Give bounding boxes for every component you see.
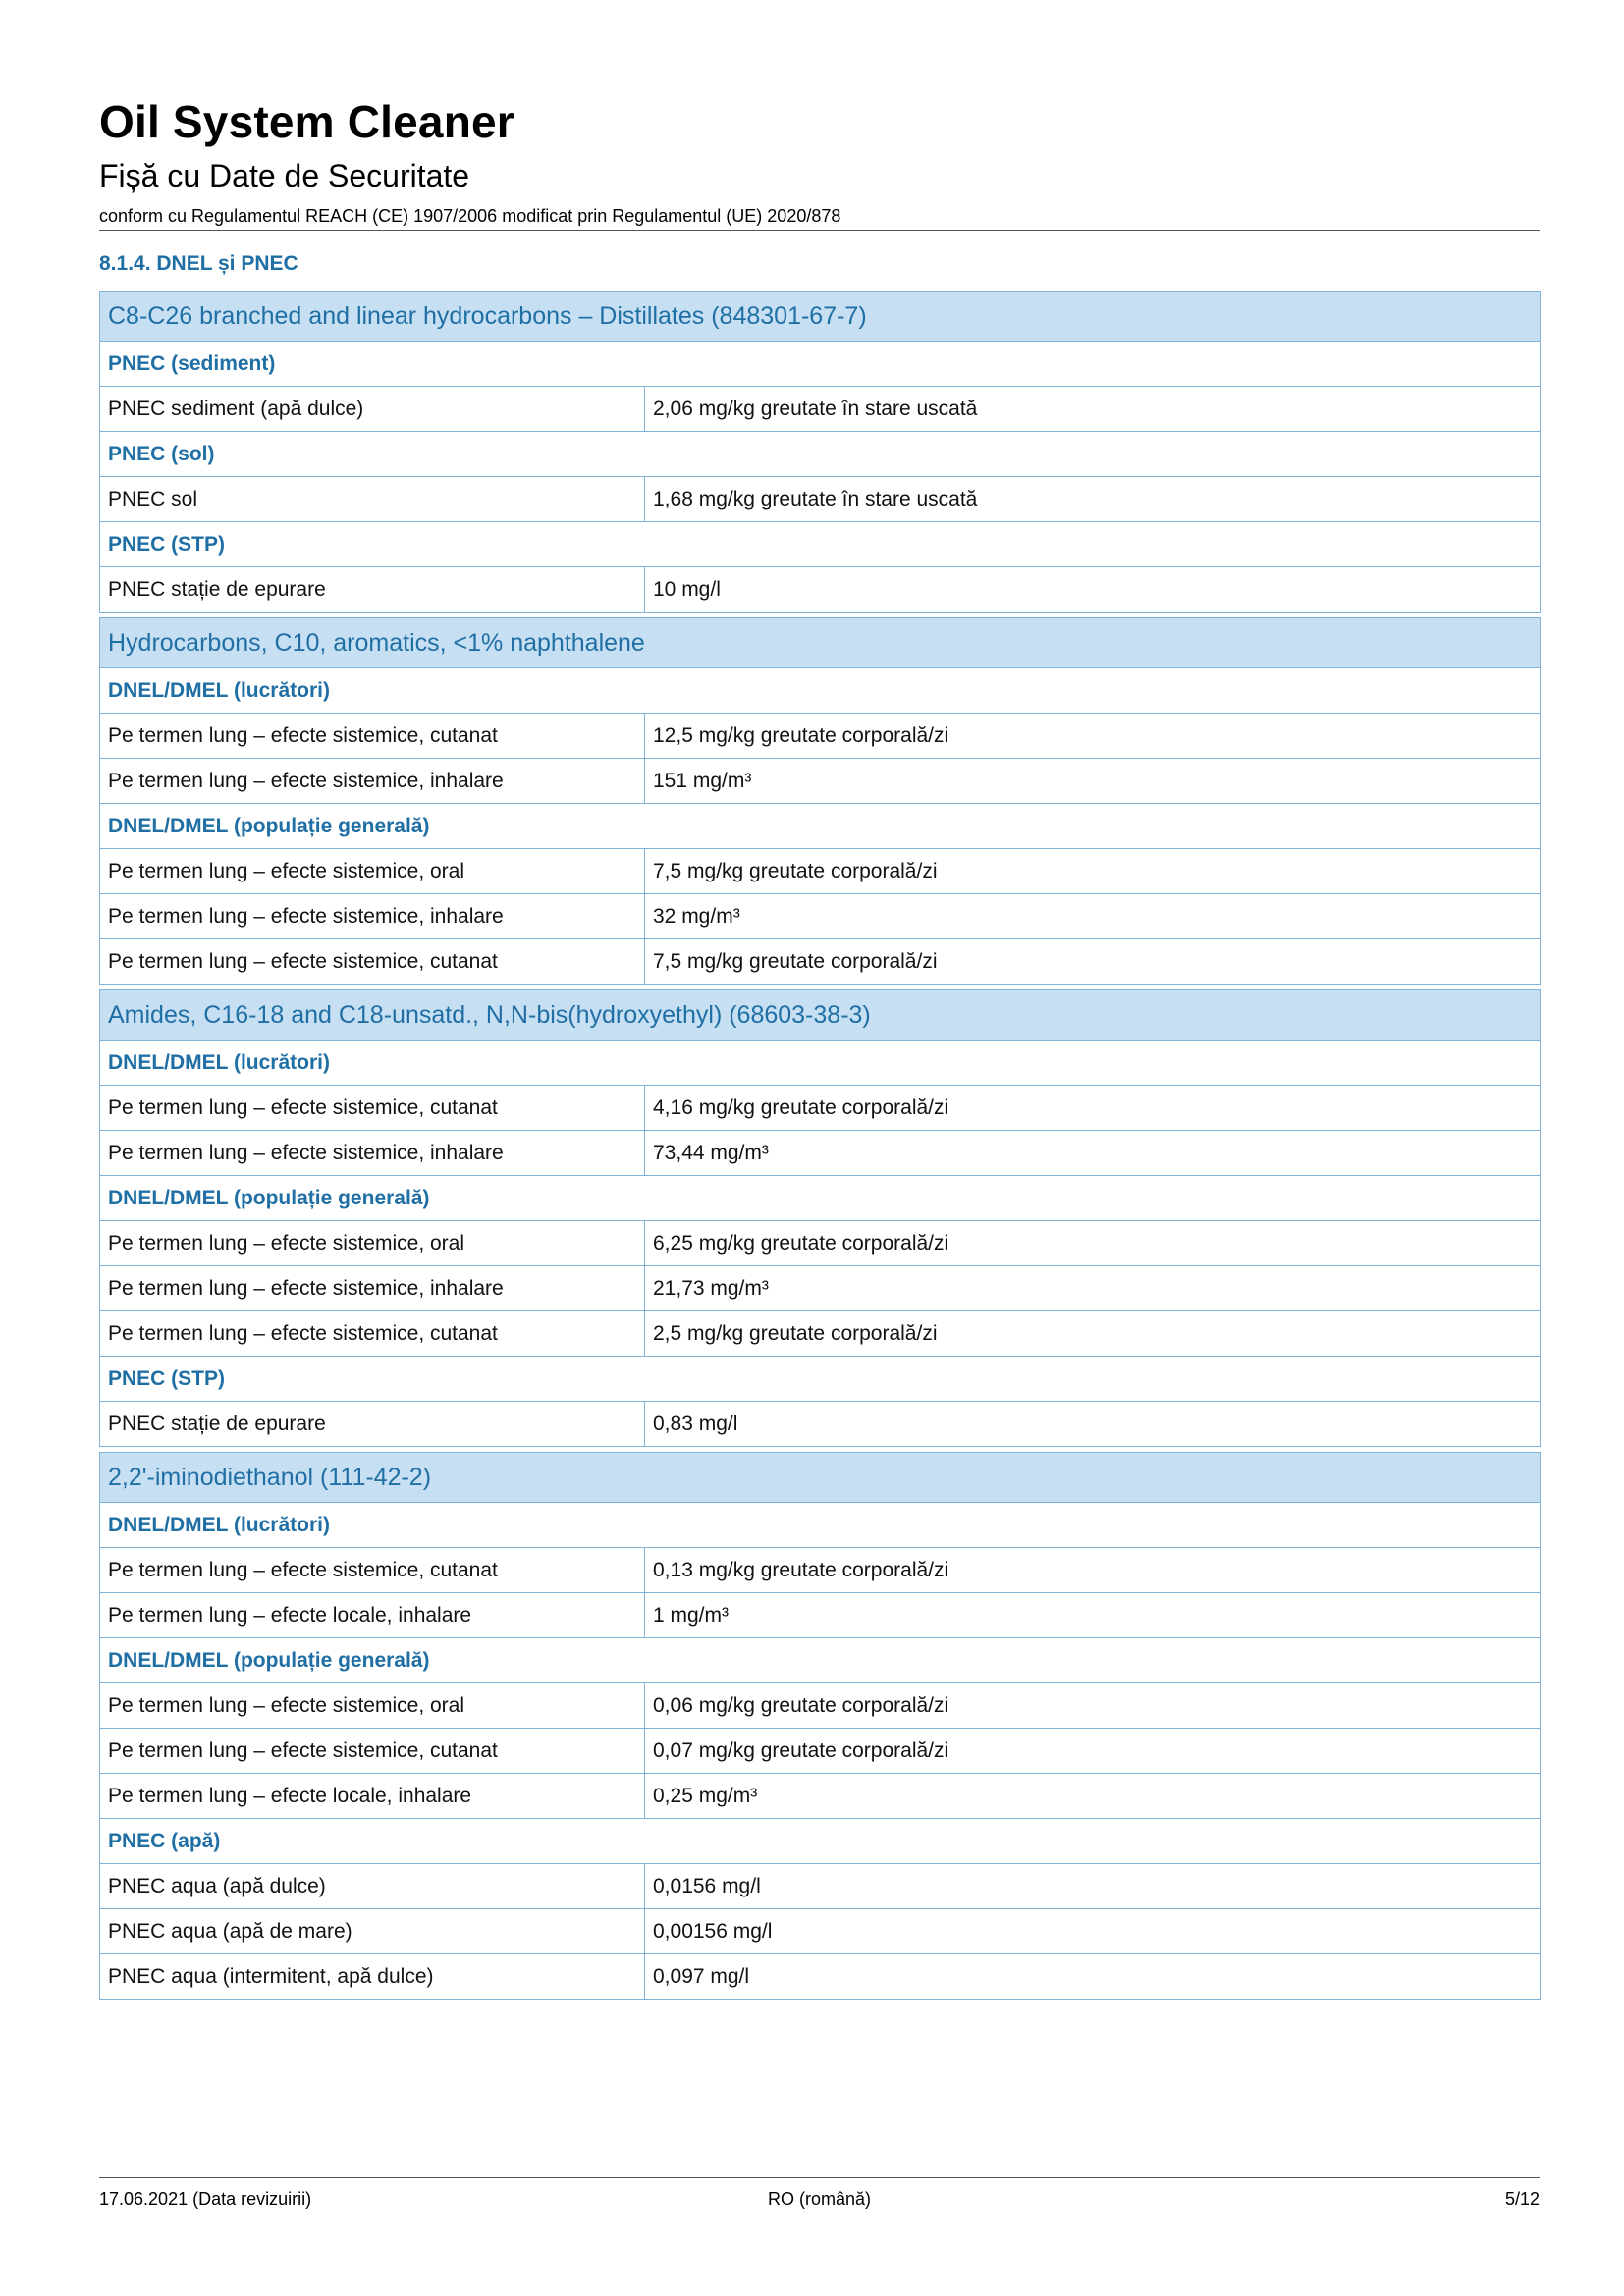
row-label: PNEC sol: [100, 477, 645, 522]
group-title: DNEL/DMEL (lucrători): [100, 1041, 1541, 1086]
substance-table: [99, 989, 1541, 1447]
row-value: 6,25 mg/kg greutate corporală/zi: [645, 1221, 1541, 1266]
row-label: PNEC aqua (apă de mare): [100, 1909, 645, 1954]
regulation-note: conform cu Regulamentul REACH (CE) 1907/2006 modificat prin Regulamentul (UE) 2020/878: [99, 206, 841, 226]
group-header-row: [100, 1503, 1541, 1548]
group-header-row: [100, 1638, 1541, 1683]
group-title: PNEC (sol): [100, 432, 1541, 477]
row-label: Pe termen lung – efecte sistemice, cutanat: [100, 1086, 645, 1131]
group-header-row: [100, 1357, 1541, 1402]
group-header-row: [100, 668, 1541, 714]
group-title: DNEL/DMEL (lucrători): [100, 668, 1541, 714]
row-label: PNEC sediment (apă dulce): [100, 387, 645, 432]
row-label: PNEC stație de epurare: [100, 567, 645, 613]
row-label: Pe termen lung – efecte sistemice, cutanat: [100, 1729, 645, 1774]
row-value: 0,0156 mg/l: [645, 1864, 1541, 1909]
row-value: 7,5 mg/kg greutate corporală/zi: [645, 849, 1541, 894]
table-row: [100, 1954, 1541, 2000]
dnel-pnec-tables: [99, 291, 1540, 2004]
group-title: DNEL/DMEL (populație generală): [100, 804, 1541, 849]
table-row: [100, 1593, 1541, 1638]
document-language: RO (română): [767, 2189, 872, 2209]
row-value: 0,06 mg/kg greutate corporală/zi: [645, 1683, 1541, 1729]
table-row: [100, 1864, 1541, 1909]
table-row: [100, 1909, 1541, 1954]
row-label: Pe termen lung – efecte locale, inhalare: [100, 1774, 645, 1819]
row-value: 7,5 mg/kg greutate corporală/zi: [645, 939, 1541, 985]
group-header-row: [100, 522, 1541, 567]
table-row: [100, 939, 1541, 985]
substance-name: 2,2'-iminodiethanol (111-42-2): [100, 1453, 1541, 1503]
table-row: [100, 759, 1541, 804]
row-label: Pe termen lung – efecte sistemice, inhalare: [100, 1266, 645, 1311]
revision-date: 17.06.2021 (Data revizuirii): [99, 2189, 312, 2209]
row-label: Pe termen lung – efecte locale, inhalare: [100, 1593, 645, 1638]
table-row: [100, 849, 1541, 894]
row-value: 0,07 mg/kg greutate corporală/zi: [645, 1729, 1541, 1774]
group-header-row: [100, 1176, 1541, 1221]
row-label: PNEC aqua (apă dulce): [100, 1864, 645, 1909]
group-title: DNEL/DMEL (populație generală): [100, 1176, 1541, 1221]
row-label: Pe termen lung – efecte sistemice, cutanat: [100, 1548, 645, 1593]
group-title: PNEC (sediment): [100, 342, 1541, 387]
group-header-row: [100, 432, 1541, 477]
table-row: [100, 1548, 1541, 1593]
page-number: 5/12: [1504, 2189, 1540, 2209]
substance-table: [99, 291, 1541, 613]
row-label: PNEC aqua (intermitent, apă dulce): [100, 1954, 645, 2000]
row-value: 0,13 mg/kg greutate corporală/zi: [645, 1548, 1541, 1593]
row-value: 1 mg/m³: [645, 1593, 1541, 1638]
group-title: PNEC (STP): [100, 1357, 1541, 1402]
substance-name: Hydrocarbons, C10, aromatics, <1% naphthalene: [100, 618, 1541, 668]
substance-header-row: [100, 618, 1541, 668]
row-value: 0,83 mg/l: [645, 1402, 1541, 1447]
table-row: [100, 1131, 1541, 1176]
row-value: 1,68 mg/kg greutate în stare uscată: [645, 477, 1541, 522]
table-row: [100, 1221, 1541, 1266]
substance-header-row: [100, 990, 1541, 1041]
row-value: 2,06 mg/kg greutate în stare uscată: [645, 387, 1541, 432]
row-value: 10 mg/l: [645, 567, 1541, 613]
table-row: [100, 1402, 1541, 1447]
row-label: Pe termen lung – efecte sistemice, inhalare: [100, 1131, 645, 1176]
table-row: [100, 1086, 1541, 1131]
section-title: 8.1.4. DNEL și PNEC: [99, 252, 298, 275]
table-row: [100, 567, 1541, 613]
group-title: PNEC (STP): [100, 522, 1541, 567]
table-row: [100, 714, 1541, 759]
document-header: [99, 94, 1540, 228]
table-row: [100, 1266, 1541, 1311]
header-divider: [99, 230, 1540, 231]
table-row: [100, 1774, 1541, 1819]
row-label: Pe termen lung – efecte sistemice, oral: [100, 1683, 645, 1729]
document-subtitle: Fișă cu Date de Securitate: [99, 158, 470, 193]
substance-name: C8-C26 branched and linear hydrocarbons – Distillates (848301-67-7): [100, 292, 1541, 342]
row-label: Pe termen lung – efecte sistemice, inhalare: [100, 759, 645, 804]
row-value: 151 mg/m³: [645, 759, 1541, 804]
group-header-row: [100, 1041, 1541, 1086]
table-row: [100, 387, 1541, 432]
row-value: 32 mg/m³: [645, 894, 1541, 939]
row-value: 2,5 mg/kg greutate corporală/zi: [645, 1311, 1541, 1357]
substance-name: Amides, C16-18 and C18-unsatd., N,N-bis(hydroxyethyl) (68603-38-3): [100, 990, 1541, 1041]
row-value: 4,16 mg/kg greutate corporală/zi: [645, 1086, 1541, 1131]
table-row: [100, 477, 1541, 522]
substance-header-row: [100, 292, 1541, 342]
table-row: [100, 1683, 1541, 1729]
row-value: 12,5 mg/kg greutate corporală/zi: [645, 714, 1541, 759]
substance-table: [99, 1452, 1541, 2000]
page-footer: [99, 2187, 1540, 2211]
table-row: [100, 1311, 1541, 1357]
table-row: [100, 894, 1541, 939]
group-title: DNEL/DMEL (lucrători): [100, 1503, 1541, 1548]
row-label: Pe termen lung – efecte sistemice, cutanat: [100, 939, 645, 985]
footer-divider: [99, 2177, 1540, 2178]
row-label: Pe termen lung – efecte sistemice, oral: [100, 849, 645, 894]
document-title: Oil System Cleaner: [99, 96, 514, 147]
row-value: 73,44 mg/m³: [645, 1131, 1541, 1176]
row-value: 21,73 mg/m³: [645, 1266, 1541, 1311]
group-title: PNEC (apă): [100, 1819, 1541, 1864]
substance-table: [99, 617, 1541, 985]
group-header-row: [100, 1819, 1541, 1864]
row-label: Pe termen lung – efecte sistemice, inhalare: [100, 894, 645, 939]
group-header-row: [100, 342, 1541, 387]
row-value: 0,097 mg/l: [645, 1954, 1541, 2000]
row-label: PNEC stație de epurare: [100, 1402, 645, 1447]
table-row: [100, 1729, 1541, 1774]
row-label: Pe termen lung – efecte sistemice, cutanat: [100, 1311, 645, 1357]
row-label: Pe termen lung – efecte sistemice, cutanat: [100, 714, 645, 759]
group-header-row: [100, 804, 1541, 849]
row-label: Pe termen lung – efecte sistemice, oral: [100, 1221, 645, 1266]
row-value: 0,25 mg/m³: [645, 1774, 1541, 1819]
group-title: DNEL/DMEL (populație generală): [100, 1638, 1541, 1683]
row-value: 0,00156 mg/l: [645, 1909, 1541, 1954]
substance-header-row: [100, 1453, 1541, 1503]
